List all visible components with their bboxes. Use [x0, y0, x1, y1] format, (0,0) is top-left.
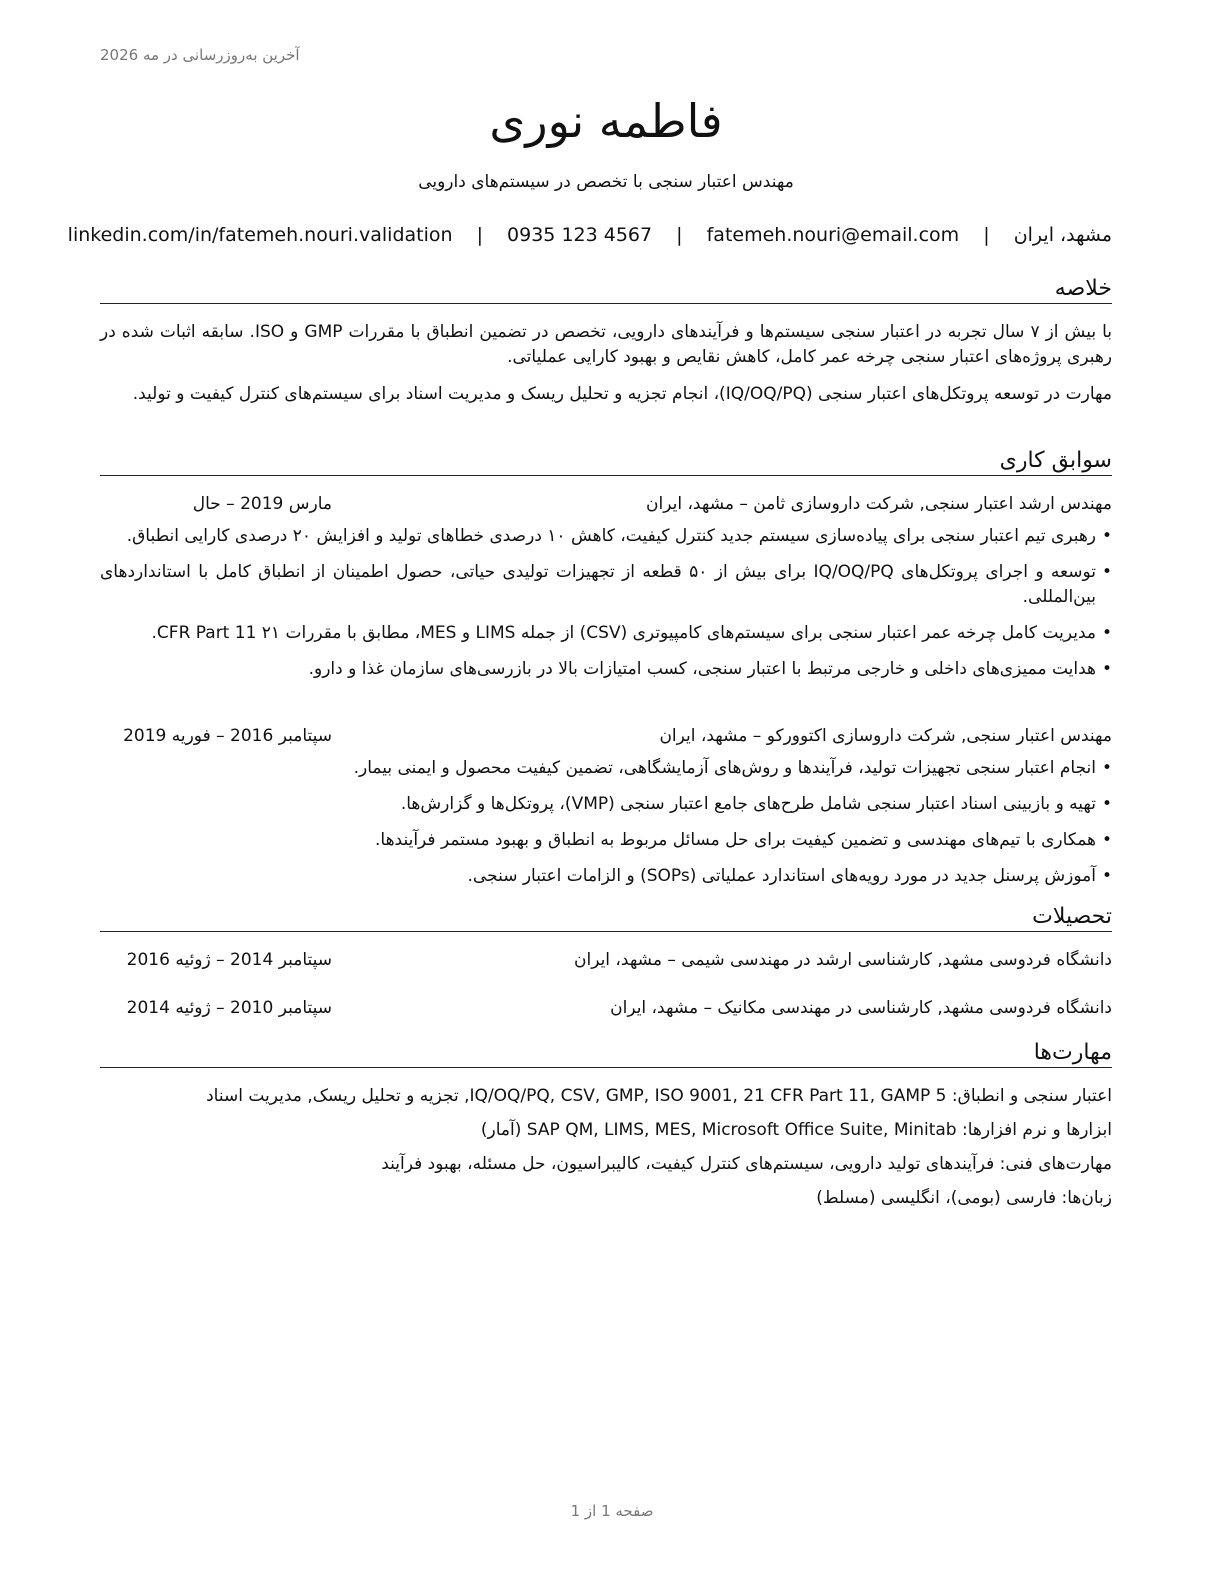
summary-paragraph: با بیش از ۷ سال تجربه در اعتبار سنجی سیستم‌ها و فرآیندهای دارویی، تخصص در تضمین انطباق با مقررات GMP و ISO. سابقه اثبات شده در رهبری پروژه‌های اعتبار سنجی چرخه عمر کامل، کاهش نقایص و بهبود کارایی عملیاتی.	[100, 322, 1113, 367]
page-number: صفحه 1 از 1	[570, 1502, 654, 1520]
contact-location: مشهد، ایران	[1013, 224, 1112, 246]
skill-line: مهارت‌های فنی: فرآیندهای تولید دارویی، سیستم‌های کنترل کیفیت، کالیبراسیون، حل مسئله، بهبود فرآیند	[381, 1154, 1112, 1174]
contact-separator: |	[983, 224, 990, 246]
education-item	[100, 950, 1112, 976]
job-bullet: • همکاری با تیم‌های مهندسی و تضمین کیفیت برای حل مسائل مربوط به انطباق و بهبود مستمر فرآیندها.	[100, 828, 1112, 853]
education-heading: تحصیلات	[100, 904, 1112, 932]
experience-heading: سوابق کاری	[100, 448, 1112, 476]
education-item	[100, 998, 1112, 1024]
job-bullet: • هدایت ممیزی‌های داخلی و خارجی مرتبط با اعتبار سنجی، کسب امتیازات بالا در بازرسی‌های سازمان غذا و دارو.	[100, 657, 1112, 682]
candidate-title: مهندس اعتبار سنجی با تخصص در سیستم‌های دارویی	[418, 172, 794, 192]
job-bullet: • مدیریت کامل چرخه عمر اعتبار سنجی برای سیستم‌های کامپیوتری (CSV) از جمله LIMS و MES، مطابق با مقررات ۲۱ CFR Part 11.	[100, 621, 1112, 646]
contact-phone[interactable]: 0935 123 4567	[507, 224, 653, 246]
contact-separator: |	[676, 224, 683, 246]
job-bullets	[100, 756, 1112, 900]
job-bullets	[100, 524, 1112, 693]
education-degree: دانشگاه فردوسی مشهد, کارشناسی ارشد در مهندسی شیمی – مشهد، ایران	[573, 950, 1112, 970]
skill-line: اعتبار سنجی و انطباق: IQ/OQ/PQ, CSV, GMP, ISO 9001, 21 CFR Part 11, GAMP 5, تجزیه و تحلیل ریسک, مدیریت اسناد	[206, 1086, 1112, 1106]
job-bullet: • توسعه و اجرای پروتکل‌های IQ/OQ/PQ برای بیش از ۵۰ قطعه از تجهیزات تولیدی حیاتی، حصول اطمینان از انطباق کامل با استانداردهای بین‌المللی.	[100, 560, 1112, 610]
candidate-name: فاطمه نوری	[489, 94, 723, 148]
summary-paragraph: مهارت در توسعه پروتکل‌های اعتبار سنجی (IQ/OQ/PQ)، انجام تجزیه و تحلیل ریسک و مدیریت اسناد برای سیستم‌های کنترل کیفیت و تولید.	[132, 384, 1112, 404]
resume-page	[67, 0, 1113, 1584]
job-title-company: مهندس اعتبار سنجی, شرکت داروسازی اکتوورکو – مشهد، ایران	[659, 726, 1112, 746]
job-header	[100, 494, 1112, 520]
education-dates: سپتامبر 2010 – ژوئیه 2014	[126, 998, 332, 1018]
job-title-company: مهندس ارشد اعتبار سنجی, شرکت داروسازی ثامن – مشهد، ایران	[646, 494, 1112, 514]
job-bullet: • تهیه و بازبینی اسناد اعتبار سنجی شامل طرح‌های جامع اعتبار سنجی (VMP)، پروتکل‌ها و گزارش‌ها.	[100, 792, 1112, 817]
job-bullet: • انجام اعتبار سنجی تجهیزات تولید، فرآیندها و روش‌های آزمایشگاهی، تضمین کیفیت محصول و ایمنی بیمار.	[100, 756, 1112, 781]
education-degree: دانشگاه فردوسی مشهد, کارشناسی در مهندسی مکانیک – مشهد، ایران	[610, 998, 1112, 1018]
job-header	[100, 726, 1112, 752]
contact-line	[67, 224, 1112, 246]
skills-heading: مهارت‌ها	[100, 1040, 1112, 1068]
skill-line: ابزارها و نرم افزارها: SAP QM, LIMS, MES, Microsoft Office Suite, Minitab (آمار)	[480, 1120, 1112, 1140]
job-bullet: • رهبری تیم اعتبار سنجی برای پیاده‌سازی سیستم جدید کنترل کیفیت، کاهش ۱۰ درصدی خطاهای تولید و افزایش ۲۰ درصدی کارایی انطباق.	[100, 524, 1112, 549]
contact-email[interactable]: fatemeh.nouri@email.com	[706, 224, 960, 246]
contact-separator: |	[476, 224, 483, 246]
last-updated: آخرین به‌روزرسانی در مه 2026	[100, 46, 300, 64]
job-dates: مارس 2019 – حال	[192, 494, 332, 514]
summary-heading: خلاصه	[100, 276, 1112, 304]
job-dates: سپتامبر 2016 – فوریه 2019	[123, 726, 332, 746]
contact-linkedin[interactable]: linkedin.com/in/fatemeh.nouri.validation	[67, 224, 453, 246]
skill-line: زبان‌ها: فارسی (بومی)، انگلیسی (مسلط)	[816, 1188, 1112, 1208]
education-dates: سپتامبر 2014 – ژوئیه 2016	[126, 950, 332, 970]
job-bullet: • آموزش پرسنل جدید در مورد رویه‌های استاندارد عملیاتی (SOPs) و الزامات اعتبار سنجی.	[100, 864, 1112, 889]
